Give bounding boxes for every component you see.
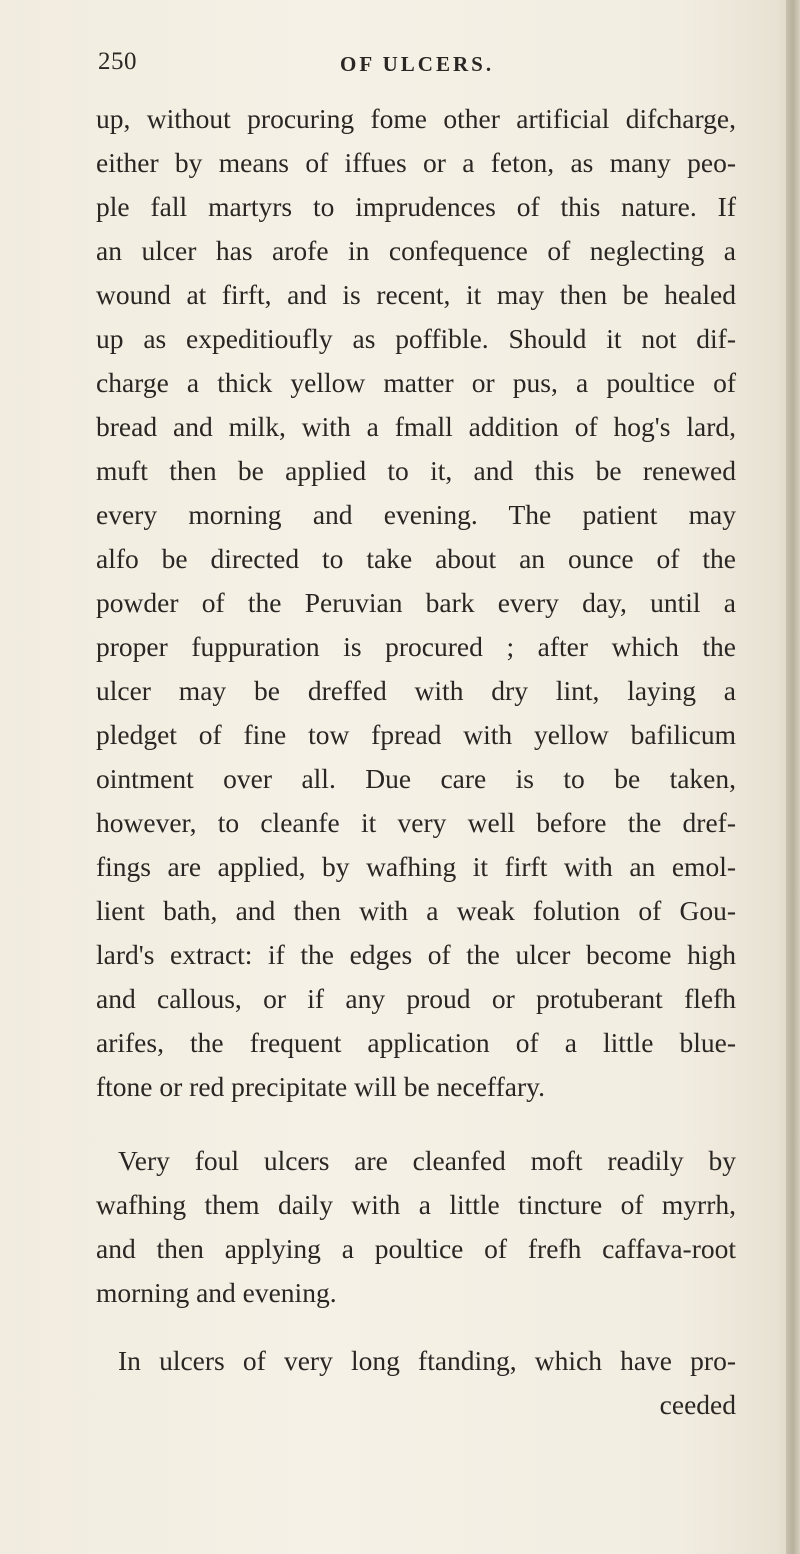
- text-line: lient bath, and then with a weak folution of Gou-: [96, 895, 736, 926]
- text-line: ulcer may be dreffed with dry lint, laying a: [96, 675, 736, 706]
- text-line: and then applying a poultice of frefh caffava-root: [96, 1233, 736, 1264]
- catchword: ceeded: [659, 1389, 736, 1420]
- text-line: every morning and evening. The patient may: [96, 499, 736, 530]
- text-line: Very foul ulcers are cleanfed moft readily by: [118, 1145, 736, 1176]
- page-number: 250: [98, 48, 137, 75]
- text-line: lard's extract: if the edges of the ulcer become high: [96, 939, 736, 970]
- text-line: wound at firft, and is recent, it may then be healed: [96, 279, 736, 310]
- text-line: up as expeditioufly as poffible. Should it not dif-: [96, 323, 736, 354]
- text-line: bread and milk, with a fmall addition of hog's lard,: [96, 411, 736, 442]
- text-line: arifes, the frequent application of a little blue-: [96, 1027, 736, 1058]
- text-line: morning and evening.: [96, 1277, 337, 1308]
- page-gutter-edge: [786, 0, 800, 1554]
- text-line: wafhing them daily with a little tincture of myrrh,: [96, 1189, 736, 1220]
- text-line: proper fuppuration is procured ; after which the: [96, 631, 736, 662]
- text-line: alfo be directed to take about an ounce of the: [96, 543, 736, 574]
- text-line: muft then be applied to it, and this be renewed: [96, 455, 736, 486]
- text-line: however, to cleanfe it very well before the dref-: [96, 807, 736, 838]
- text-line: charge a thick yellow matter or pus, a poultice of: [96, 367, 736, 398]
- running-title: OF ULCERS.: [340, 52, 495, 76]
- text-line: pledget of fine tow fpread with yellow bafilicum: [96, 719, 736, 750]
- text-line: ftone or red precipitate will be neceffary.: [96, 1071, 545, 1102]
- text-line: either by means of iffues or a feton, as many peo-: [96, 147, 736, 178]
- text-line: ple fall martyrs to imprudences of this nature. If: [96, 191, 736, 222]
- text-line: up, without procuring fome other artificial difcharge,: [96, 103, 736, 134]
- text-line: ointment over all. Due care is to be taken,: [96, 763, 736, 794]
- page-header: [98, 48, 698, 88]
- text-line: powder of the Peruvian bark every day, until a: [96, 587, 736, 618]
- text-line: fings are applied, by wafhing it firft with an emol-: [96, 851, 736, 882]
- text-line: In ulcers of very long ftanding, which have pro-: [118, 1345, 736, 1376]
- text-line: and callous, or if any proud or protuberant flefh: [96, 983, 736, 1014]
- text-line: an ulcer has arofe in confequence of neglecting a: [96, 235, 736, 266]
